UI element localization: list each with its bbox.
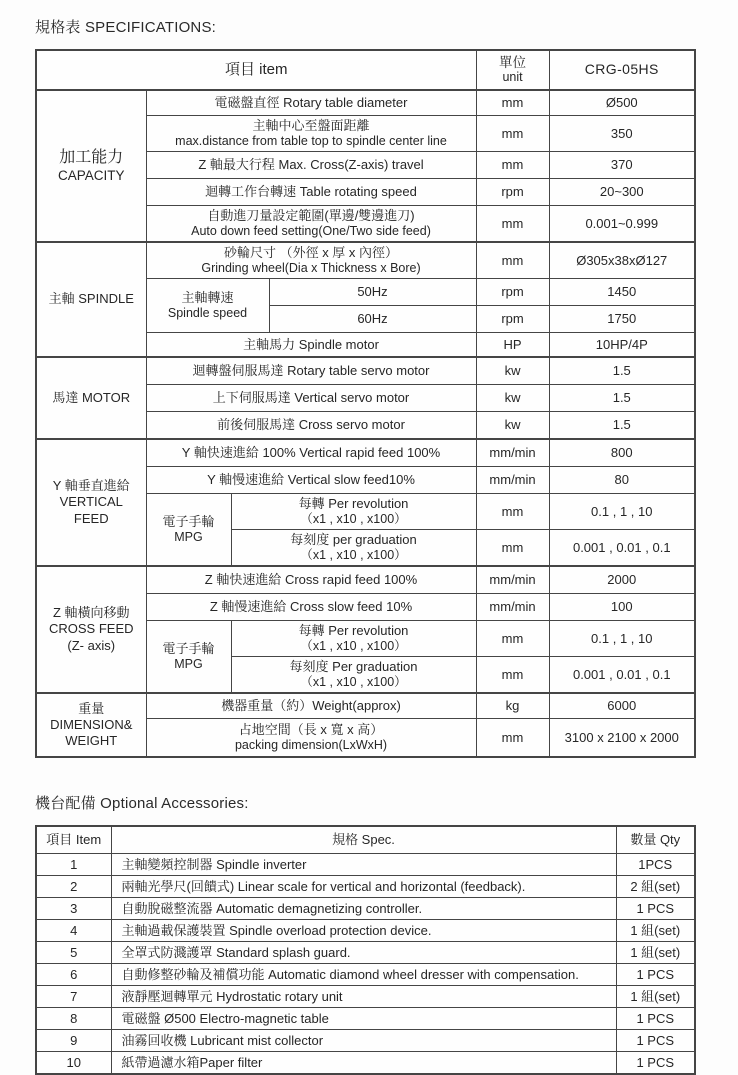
- spec-value-cell: 10HP/4P: [549, 333, 695, 358]
- acc-spec-cell: 自動修整砂輪及補償功能 Automatic diamond wheel dresser with compensation.: [111, 964, 616, 986]
- spec-item-cell: 60Hz: [269, 306, 476, 333]
- spec-item-cell: 每刻度 per graduation （x1 , x10 , x100）: [231, 530, 476, 567]
- spec-item-cell: 占地空間（長 x 寬 x 高） packing dimension(LxWxH): [146, 719, 476, 758]
- table-row: [36, 964, 695, 986]
- acc-no-cell: 1: [36, 854, 111, 876]
- acc-qty-cell: 1 組(set): [616, 986, 695, 1008]
- acc-no-cell: 3: [36, 898, 111, 920]
- spec-value-cell: 3100 x 2100 x 2000: [549, 719, 695, 758]
- section-spindle: 主軸 SPINDLE: [36, 242, 146, 357]
- section-vertical-feed: Y 軸垂直進給 VERTICAL FEED: [36, 439, 146, 566]
- spec-unit-cell: mm: [476, 530, 549, 567]
- spec-value-cell: 0.1 , 1 , 10: [549, 494, 695, 530]
- spec-unit-cell: HP: [476, 333, 549, 358]
- mpg-label: 電子手輪 MPG: [146, 621, 231, 694]
- acc-no-cell: 4: [36, 920, 111, 942]
- spec-unit-cell: kw: [476, 412, 549, 440]
- acc-header-qty: 數量 Qty: [616, 826, 695, 854]
- table-row: [36, 1030, 695, 1052]
- spec-unit-cell: mm: [476, 621, 549, 657]
- spec-unit-cell: rpm: [476, 279, 549, 306]
- acc-no-cell: 5: [36, 942, 111, 964]
- spec-value-cell: 0.001 , 0.01 , 0.1: [549, 657, 695, 694]
- spec-header-unit: [476, 50, 549, 90]
- spec-header-unit-zh: 單位: [499, 54, 527, 70]
- acc-spec-cell: 自動脫磁整流器 Automatic demagnetizing controller.: [111, 898, 616, 920]
- spec-item-cell: 迴轉工作台轉速 Table rotating speed: [146, 179, 476, 206]
- table-row: [36, 439, 695, 467]
- spec-header-item: 項目 item: [36, 50, 476, 90]
- spec-unit-cell: kg: [476, 693, 549, 719]
- acc-qty-cell: 1 PCS: [616, 1052, 695, 1075]
- mpg-label: 電子手輪 MPG: [146, 494, 231, 567]
- acc-qty-cell: 1 PCS: [616, 964, 695, 986]
- spec-value-cell: 800: [549, 439, 695, 467]
- table-row: [36, 986, 695, 1008]
- spec-item-cell: 迴轉盤伺服馬達 Rotary table servo motor: [146, 357, 476, 385]
- acc-no-cell: 7: [36, 986, 111, 1008]
- spec-item-cell: 主軸中心至盤面距離 max.distance from table top to spindle center line: [146, 116, 476, 152]
- table-row: [36, 693, 695, 719]
- spec-item-cell: 每轉 Per revolution （x1 , x10 , x100）: [231, 621, 476, 657]
- acc-spec-cell: 電磁盤 Ø500 Electro-magnetic table: [111, 1008, 616, 1030]
- acc-qty-cell: 1 PCS: [616, 1008, 695, 1030]
- spec-value-cell: 1750: [549, 306, 695, 333]
- spec-unit-cell: rpm: [476, 179, 549, 206]
- spec-unit-cell: mm: [476, 90, 549, 116]
- spec-value-cell: 0.001 , 0.01 , 0.1: [549, 530, 695, 567]
- spec-value-cell: 6000: [549, 693, 695, 719]
- spec-item-cell: Z 軸慢速進給 Cross slow feed 10%: [146, 594, 476, 621]
- table-row: [36, 1052, 695, 1075]
- spec-value-cell: 350: [549, 116, 695, 152]
- acc-no-cell: 10: [36, 1052, 111, 1075]
- spec-value-cell: 80: [549, 467, 695, 494]
- acc-spec-cell: 油霧回收機 Lubricant mist collector: [111, 1030, 616, 1052]
- spec-value-cell: Ø500: [549, 90, 695, 116]
- spec-value-cell: 370: [549, 152, 695, 179]
- acc-spec-cell: 主軸變頻控制器 Spindle inverter: [111, 854, 616, 876]
- spec-item-cell: 50Hz: [269, 279, 476, 306]
- acc-header-spec: 規格 Spec.: [111, 826, 616, 854]
- spec-item-cell: 砂輪尺寸 （外徑 x 厚 x 內徑） Grinding wheel(Dia x Thickness x Bore): [146, 242, 476, 279]
- spec-value-cell: 2000: [549, 566, 695, 594]
- spec-unit-cell: mm: [476, 242, 549, 279]
- table-row: [36, 898, 695, 920]
- spec-header-model: CRG-05HS: [549, 50, 695, 90]
- spec-unit-cell: mm/min: [476, 566, 549, 594]
- table-row: [36, 90, 695, 116]
- spec-value-cell: 100: [549, 594, 695, 621]
- acc-qty-cell: 1PCS: [616, 854, 695, 876]
- acc-qty-cell: 1 PCS: [616, 1030, 695, 1052]
- acc-no-cell: 8: [36, 1008, 111, 1030]
- spec-unit-cell: rpm: [476, 306, 549, 333]
- spec-header-unit-en: unit: [502, 69, 523, 84]
- accessories-title: 機台配備 Optional Accessories:: [35, 795, 249, 812]
- table-row: [36, 826, 695, 854]
- spindle-speed-label: 主軸轉速 Spindle speed: [146, 279, 269, 333]
- spec-item-cell: Y 軸慢速進給 Vertical slow feed10%: [146, 467, 476, 494]
- accessories-table: [35, 825, 696, 1075]
- spec-unit-cell: mm: [476, 719, 549, 758]
- section-motor: 馬達 MOTOR: [36, 357, 146, 439]
- acc-spec-cell: 全罩式防濺護罩 Standard splash guard.: [111, 942, 616, 964]
- spec-item-cell: 電磁盤直徑 Rotary table diameter: [146, 90, 476, 116]
- spec-value-cell: 1450: [549, 279, 695, 306]
- acc-spec-cell: 兩軸光學尺(回饋式) Linear scale for vertical and horizontal (feedback).: [111, 876, 616, 898]
- spec-unit-cell: kw: [476, 357, 549, 385]
- spec-unit-cell: mm/min: [476, 467, 549, 494]
- spec-title: 規格表 SPECIFICATIONS:: [35, 19, 217, 36]
- spec-value-cell: 1.5: [549, 357, 695, 385]
- table-row: [36, 50, 695, 90]
- table-row: [36, 242, 695, 279]
- spec-item-cell: Y 軸快速進給 100% Vertical rapid feed 100%: [146, 439, 476, 467]
- table-row: [36, 876, 695, 898]
- spec-value-cell: 0.001~0.999: [549, 206, 695, 243]
- spec-unit-cell: kw: [476, 385, 549, 412]
- table-row: [36, 920, 695, 942]
- spec-unit-cell: mm: [476, 206, 549, 243]
- section-capacity: 加工能力 CAPACITY: [36, 90, 146, 242]
- spec-unit-cell: mm/min: [476, 594, 549, 621]
- spec-value-cell: 1.5: [549, 385, 695, 412]
- spec-item-cell: Z 軸最大行程 Max. Cross(Z-axis) travel: [146, 152, 476, 179]
- section-cross-feed: Z 軸橫向移動 CROSS FEED (Z- axis): [36, 566, 146, 693]
- spec-item-cell: Z 軸快速進給 Cross rapid feed 100%: [146, 566, 476, 594]
- spec-value-cell: 0.1 , 1 , 10: [549, 621, 695, 657]
- acc-header-item: 項目 Item: [36, 826, 111, 854]
- spec-item-cell: 主軸馬力 Spindle motor: [146, 333, 476, 358]
- spec-item-cell: 每刻度 Per graduation （x1 , x10 , x100）: [231, 657, 476, 694]
- acc-no-cell: 6: [36, 964, 111, 986]
- acc-spec-cell: 液靜壓迴轉單元 Hydrostatic rotary unit: [111, 986, 616, 1008]
- acc-qty-cell: 1 組(set): [616, 920, 695, 942]
- spec-unit-cell: mm/min: [476, 439, 549, 467]
- spec-item-cell: 上下伺服馬達 Vertical servo motor: [146, 385, 476, 412]
- table-row: [36, 854, 695, 876]
- spec-unit-cell: mm: [476, 152, 549, 179]
- spec-item-cell: 自動進刀量設定範圍(單邊/雙邊進刀) Auto down feed setting(One/Two side feed): [146, 206, 476, 243]
- acc-spec-cell: 紙帶過濾水箱Paper filter: [111, 1052, 616, 1075]
- spec-item-cell: 機器重量（約）Weight(approx): [146, 693, 476, 719]
- spec-value-cell: Ø305x38xØ127: [549, 242, 695, 279]
- section-weight: 重量 DIMENSION& WEIGHT: [36, 693, 146, 757]
- spec-unit-cell: mm: [476, 494, 549, 530]
- spec-unit-cell: mm: [476, 116, 549, 152]
- acc-qty-cell: 1 組(set): [616, 942, 695, 964]
- table-row: [36, 357, 695, 385]
- spec-value-cell: 1.5: [549, 412, 695, 440]
- acc-qty-cell: 2 組(set): [616, 876, 695, 898]
- acc-spec-cell: 主軸過載保護裝置 Spindle overload protection device.: [111, 920, 616, 942]
- spec-item-cell: 前後伺服馬達 Cross servo motor: [146, 412, 476, 440]
- acc-no-cell: 2: [36, 876, 111, 898]
- table-row: [36, 566, 695, 594]
- spec-unit-cell: mm: [476, 657, 549, 694]
- table-row: [36, 942, 695, 964]
- acc-qty-cell: 1 PCS: [616, 898, 695, 920]
- spec-value-cell: 20~300: [549, 179, 695, 206]
- specifications-table: [35, 49, 696, 758]
- acc-no-cell: 9: [36, 1030, 111, 1052]
- spec-item-cell: 每轉 Per revolution （x1 , x10 , x100）: [231, 494, 476, 530]
